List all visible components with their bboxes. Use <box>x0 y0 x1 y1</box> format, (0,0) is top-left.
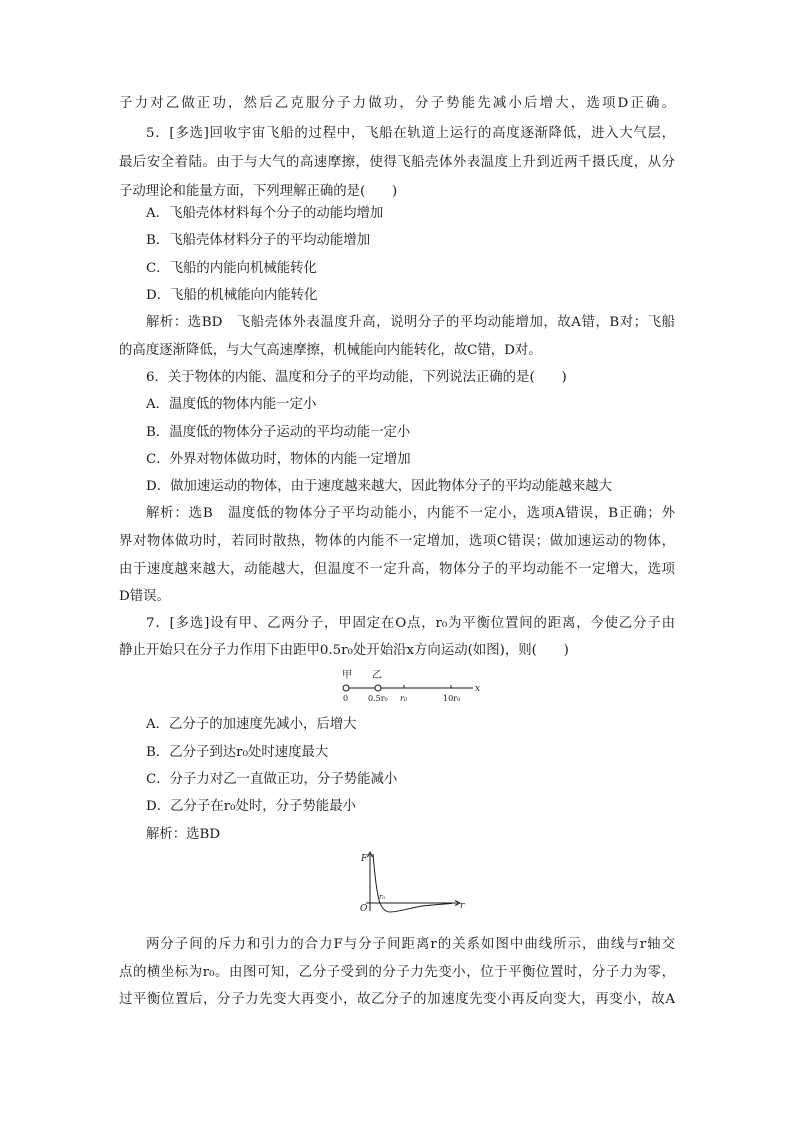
axis-label-x: x <box>475 684 481 694</box>
number-line-figure <box>335 667 485 707</box>
option-c: C．分子力对乙一直做正功，分子势能减小 <box>146 772 398 787</box>
analysis-7-body: 两分子间的斥力和引力的合力F与分子间距离r的关系如图中曲线所示，曲线与r轴交 <box>146 937 675 952</box>
tick-label-half: 0.5r₀ <box>368 694 388 703</box>
r0-label: r₀ <box>379 893 386 901</box>
text-line: D错误。 <box>119 589 170 604</box>
option-d: D．做加速运动的物体，由于速度越来越大，因此物体分子的平均动能越来越大 <box>146 479 613 494</box>
option-a: A．温度低的物体内能一定小 <box>146 397 317 412</box>
option-c: C．飞船的内能向机械能转化 <box>146 261 317 276</box>
y-axis-label: F <box>361 854 368 864</box>
tick-label-r0: r₀ <box>400 694 408 703</box>
x-axis-label: r <box>460 901 465 911</box>
text-line: 最后安全着陆。由于与大气的高速摩擦，使得飞船壳体外表温度上升到近两千摄氏度，从分 <box>119 155 675 170</box>
option-a: A．飞船壳体材料每个分子的动能均增加 <box>146 206 384 221</box>
option-d: D．乙分子在r₀处时，分子势能最小 <box>146 799 356 814</box>
option-c: C．外界对物体做功时，物体的内能一定增加 <box>146 452 411 467</box>
text-line: 点的横坐标为r₀。由图可知，乙分子受到的分子力先变小，位于平衡位置时，分子力为零， <box>119 965 675 980</box>
text-line: 过平衡位置后，分子力先变大再变小，故乙分子的加速度先变小再反向变大，再变小，故A <box>119 992 675 1007</box>
tick-label-10r0: 10r₀ <box>443 694 461 703</box>
molecule-jia <box>343 685 349 691</box>
label-jia: 甲 <box>342 670 352 681</box>
question-6-stem: 6．关于物体的内能、温度和分子的平均动能，下列说法正确的是( ) <box>146 370 567 385</box>
option-b: B．温度低的物体分子运动的平均动能一定小 <box>146 425 411 440</box>
text-line: 子力对乙做正功，然后乙克服分子力做功，分子势能先减小后增大，选项D正确。 <box>119 96 675 111</box>
text-line: 由于速度越来越大，动能越大，但温度不一定升高，物体分子的平均动能不一定增大，选项 <box>119 562 675 577</box>
molecule-yi <box>375 685 381 691</box>
question-5-stem: 5．[多选]回收宇宙飞船的过程中，飞船在轨道上运行的高度逐渐降低，进入大气层， <box>146 126 675 141</box>
option-b: B．乙分子到达r₀处时速度最大 <box>146 745 329 760</box>
tick-label-0: 0 <box>343 694 349 703</box>
question-7-stem: 7．[多选]设有甲、乙两分子，甲固定在O点，r₀为平衡位置间的距离，今使乙分子由 <box>146 616 675 631</box>
analysis-5: 解析：选BD 飞船壳体外表温度升高，说明分子的平均动能增加，故A错，B对；飞船 <box>146 315 675 330</box>
option-a: A．乙分子的加速度先减小，后增大 <box>146 717 357 732</box>
text-line: 的高度逐渐降低，与大气高速摩擦，机械能向内能转化，故C错，D对。 <box>119 343 542 358</box>
text-line: 子动理论和能量方面，下列理解正确的是( ) <box>119 184 398 199</box>
analysis-6: 解析：选B 温度低的物体分子平均动能小，内能不一定小，选项A错误，B正确；外 <box>146 506 675 521</box>
text-line: 界对物体做功时，若同时散热，物体的内能不一定增加，选项C错误；做加速运动的物体， <box>119 534 675 549</box>
option-d: D．飞船的机械能向内能转化 <box>146 288 318 303</box>
force-distance-graph <box>352 848 468 916</box>
text-line: 静止开始只在分子力作用下由距甲0.5r₀处开始沿x方向运动(如图)，则( ) <box>119 643 569 658</box>
label-yi: 乙 <box>372 670 382 681</box>
origin-label: O <box>360 904 368 914</box>
option-b: B．飞船壳体材料分子的平均动能增加 <box>146 233 371 248</box>
analysis-7: 解析：选BD <box>146 827 221 842</box>
